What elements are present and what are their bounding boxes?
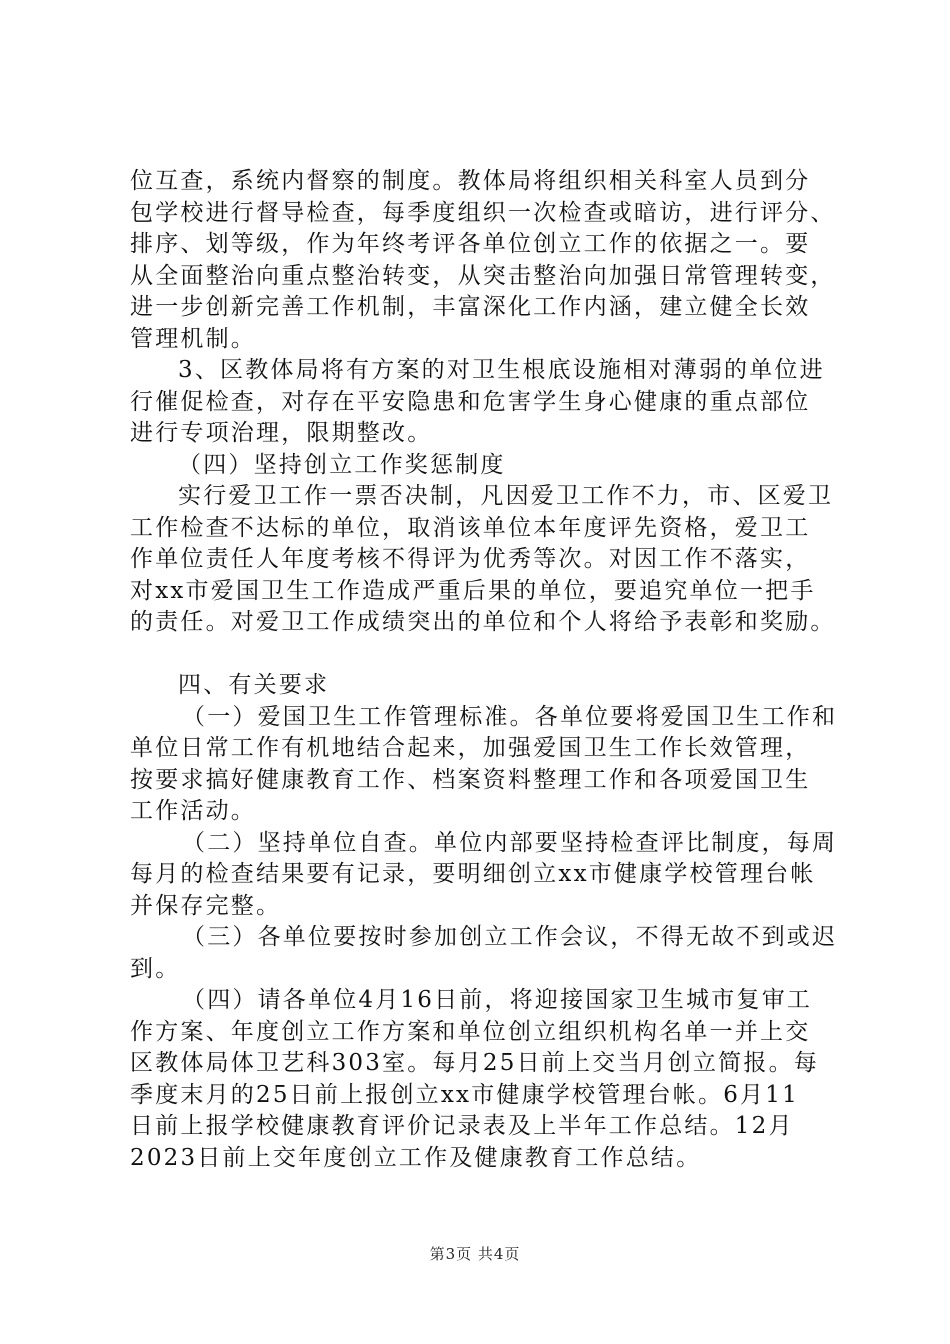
text-line: 日前上报学校健康教育评价记录表及上半年工作总结。12月	[130, 1113, 794, 1139]
text-line: 并保存完整。	[130, 892, 282, 919]
text-line: 工作活动。	[130, 798, 256, 824]
blank-line	[130, 639, 830, 671]
text-line: 排序、划等级，作为年终考评各单位创立工作的依据之一。要	[130, 231, 811, 257]
text-line: （三）各单位要按时参加创立工作会议，不得无故不到或迟	[182, 924, 838, 950]
text-line: 进一步创新完善工作机制，丰富深化工作内涵，建立健全长效	[130, 294, 811, 320]
text-line: 单位日常工作有机地结合起来，加强爱国卫生工作长效管理，	[130, 735, 811, 761]
text-line: 3、区教体局将有方案的对卫生根底设施相对薄弱的单位进	[178, 357, 825, 383]
section-heading: （四）坚持创立工作奖惩制度	[178, 451, 506, 478]
text-line: 包学校进行督导检查，每季度组织一次检查或暗访，进行评分、	[130, 199, 836, 226]
page-number-footer: 第3页 共4页	[429, 1245, 521, 1263]
text-line: 位互查，系统内督察的制度。教体局将组织相关科室人员到分	[130, 168, 811, 194]
text-line: （一）爱国卫生工作管理标准。各单位要将爱国卫生工作和	[182, 703, 838, 730]
text-line: 到。	[130, 955, 181, 982]
text-line: （四）请各单位4月16日前，将迎接国家卫生城市复审工	[182, 987, 813, 1013]
text-line: 作单位责任人年度考核不得评为优秀等次。对因工作不落实，	[130, 546, 811, 572]
text-line: 从全面整治向重点整治转变，从突击整治向加强日常管理转变，	[130, 262, 836, 289]
text-line: 进行专项治理，限期整改。	[130, 420, 433, 446]
text-line: 工作检查不达标的单位，取消该单位本年度评先资格，爱卫工	[130, 514, 811, 541]
text-line: 按要求搞好健康教育工作、档案资料整理工作和各项爱国卫生	[130, 766, 811, 793]
text-line: （二）坚持单位自查。单位内部要坚持检查评比制度，每周	[182, 829, 838, 856]
section-heading: 四、有关要求	[178, 672, 330, 698]
text-line: 每月的检查结果要有记录，要明细创立xx市健康学校管理台帐	[130, 861, 816, 887]
text-line: 管理机制。	[130, 325, 256, 352]
text-line: 2023日前上交年度创立工作及健康教育工作总结。	[130, 1144, 702, 1171]
text-line: 区教体局体卫艺科303室。每月25日前上交当月创立简报。每	[130, 1050, 819, 1076]
text-line: 行催促检查，对存在平安隐患和危害学生身心健康的重点部位	[130, 388, 811, 415]
text-line: 实行爱卫工作一票否决制，凡因爱卫工作不力，市、区爱卫	[178, 483, 834, 509]
text-line: 对xx市爱国卫生工作造成严重后果的单位，要追究单位一把手	[130, 577, 816, 604]
text-line: 季度末月的25日前上报创立xx市健康学校管理台帐。6月11	[130, 1081, 799, 1108]
document-body	[130, 166, 838, 1174]
text-line: 的责任。对爱卫工作成绩突出的单位和个人将给予表彰和奖励。	[130, 609, 836, 635]
text-line: 作方案、年度创立工作方案和单位创立组织机构名单一并上交	[130, 1018, 811, 1045]
